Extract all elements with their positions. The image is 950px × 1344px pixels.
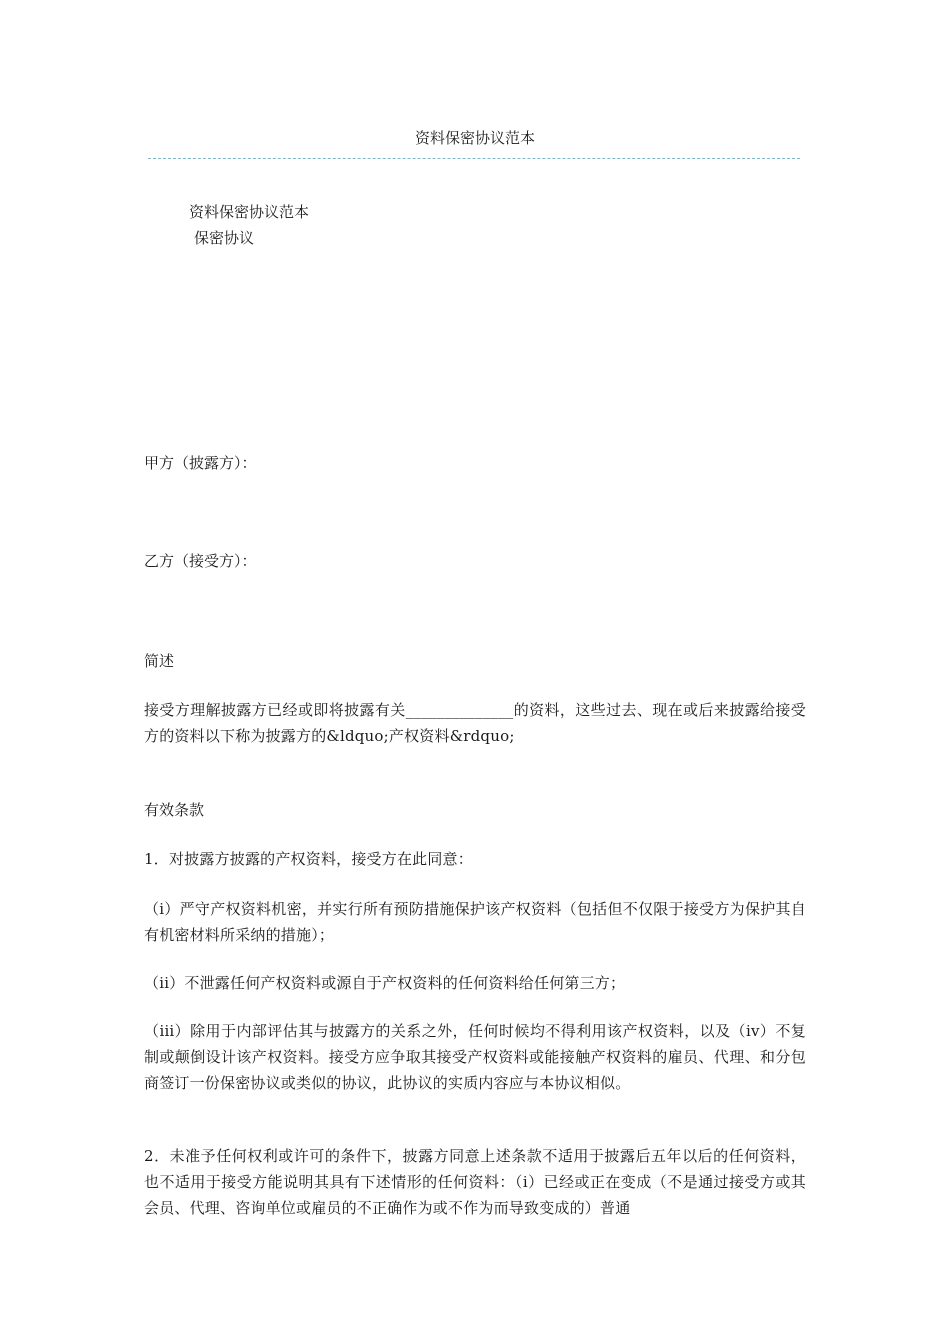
clause-1-i: （i）严守产权资料机密，并实行所有预防措施保护该产权资料（包括但不仅限于接受方为保护其自有机密材料所采纳的措施）； xyxy=(144,900,806,944)
clause-1-iii: （iii）除用于内部评估其与披露方的关系之外，任何时候均不得利用该产权资料，以及（iv）不复制或颠倒设计该产权资料。接受方应争取其接受产权资料或能接触产权资料的雇员、代理、和分包商签订一份保密协议或类似的协议，此协议的实质内容应与本协议相似。 xyxy=(144,1022,806,1092)
clause-2: 2．未准予任何权利或许可的条件下，披露方同意上述条款不适用于披露后五年以后的任何资料，也不适用于接受方能说明其具有下述情形的任何资料：（i）已经或正在变成（不是通过接受方或其会员、代理、咨询单位或雇员的不正确作为或不作为而导致变成的）普通 xyxy=(144,1147,806,1217)
document-subtitle: 资料保密协议范本 xyxy=(189,203,310,221)
party-a-label: 甲方（披露方）： xyxy=(144,454,257,472)
terms-heading: 有效条款 xyxy=(144,801,205,819)
summary-heading: 简述 xyxy=(144,652,175,670)
party-b-label: 乙方（接受方）： xyxy=(144,552,257,570)
header-divider xyxy=(148,158,800,159)
summary-paragraph: 接受方理解披露方已经或即将披露有关______________的资料，这些过去、现在或后来披露给接受方的资料以下称为披露方的&ldquo;产权资料&rdquo; xyxy=(144,701,806,745)
page-header-title: 资料保密协议范本 xyxy=(414,129,535,147)
clause-1-ii: （ii）不泄露任何产权资料或源自于产权资料的任何资料给任何第三方； xyxy=(144,974,626,992)
clause-1: 1．对披露方披露的产权资料，接受方在此同意： xyxy=(144,850,473,868)
agreement-title: 保密协议 xyxy=(194,229,255,247)
